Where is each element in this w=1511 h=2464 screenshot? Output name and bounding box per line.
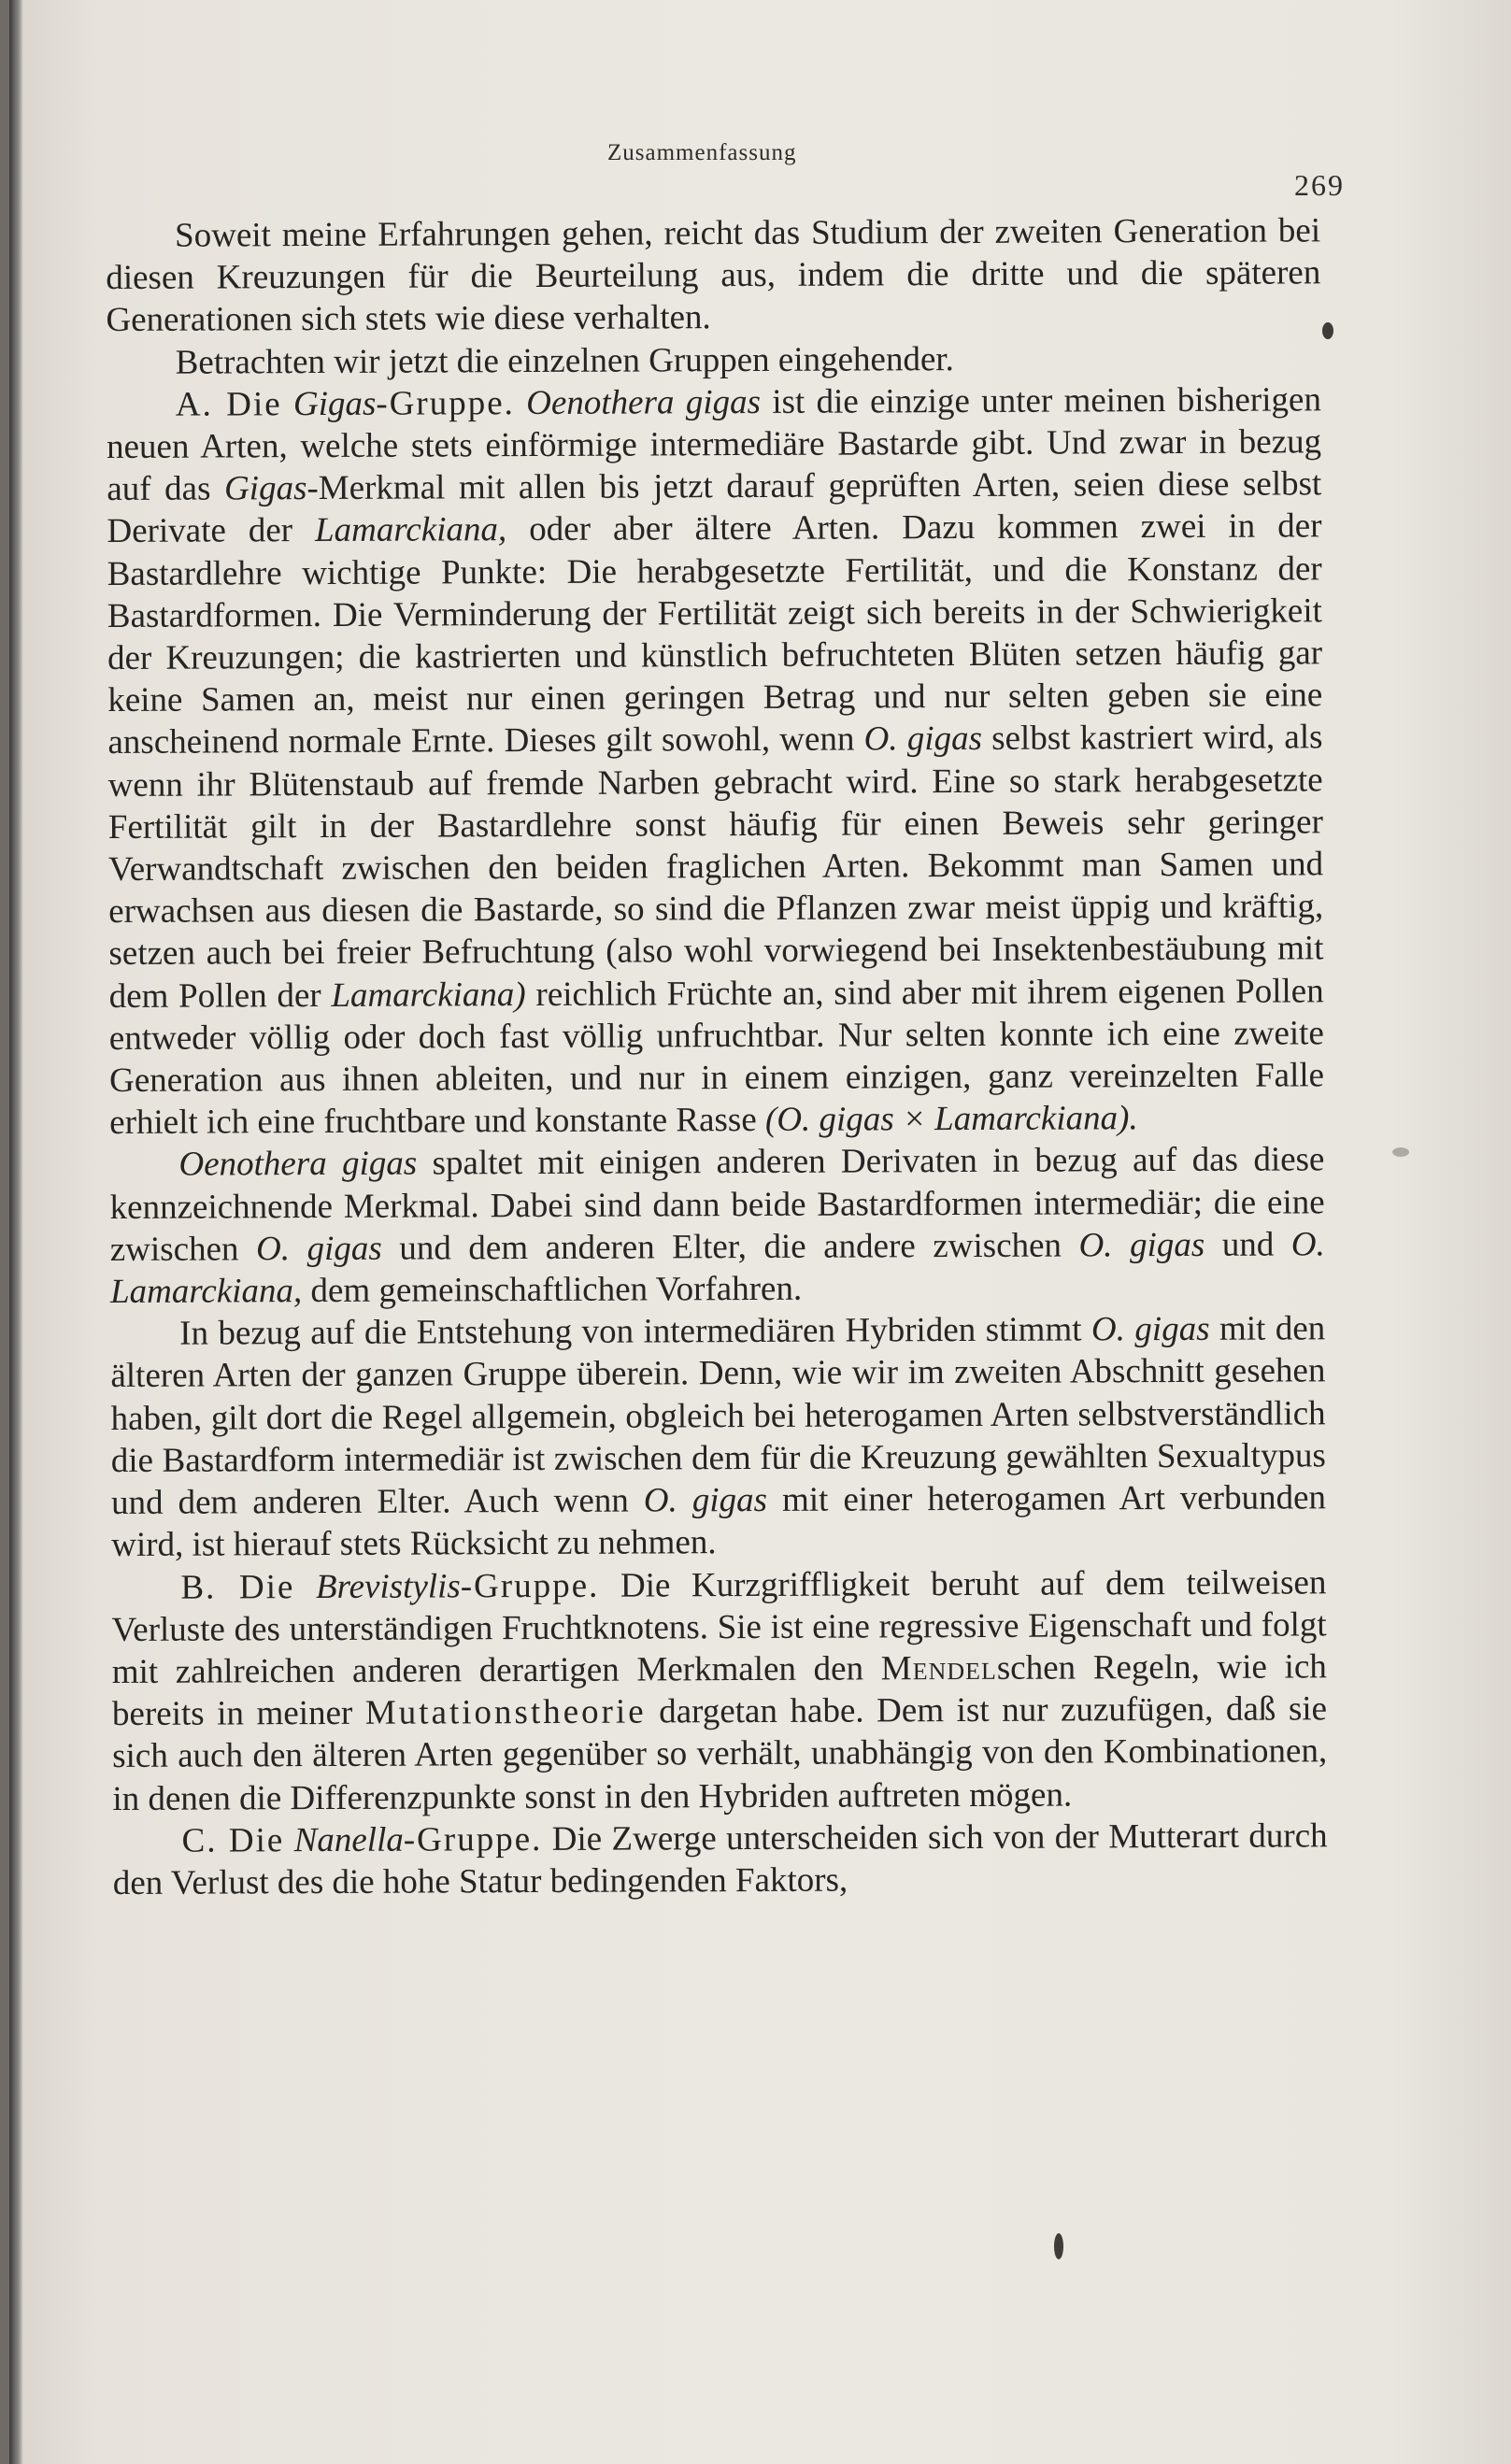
ink-smudge <box>1392 1147 1409 1157</box>
taxon-lamarckiana: Lamarckiana, <box>314 510 507 550</box>
section-c-gruppe: -Gruppe. <box>403 1819 543 1859</box>
section-a-label: A. Die <box>175 384 282 424</box>
taxon-lamarckiana: Lamarckiana) <box>331 975 526 1015</box>
taxon-o-gigas: O. gigas <box>1078 1225 1205 1265</box>
cross-formula: (O. gigas × Lamarckiana). <box>764 1099 1138 1140</box>
section-b-gruppe: -Gruppe. <box>460 1566 600 1605</box>
taxon-o-gigas: O. gigas <box>255 1229 382 1269</box>
paragraph-groups-intro: Betrachten wir jetzt die einzelnen Gruppen eingehender. <box>175 339 954 382</box>
section-a-gigas: A. Die Gigas-Gruppe. Oenothera gigas ist die einzige unter meinen bisherigen neuen Arten, welche stets einförmige intermediäre Bastarde gibt. Und zwar in bezug auf das Gigas-Merkmal mit allen bis jetzt darauf geprüften Arten, seien diese selbst Derivate der Lamarckiana, oder aber ältere Arten. Dazu kommen zwei in der Bastardlehre wichtige Punkte: Die herabgesetzte Fertilität, und die Konstanz der Bastardformen. Die Verminderung der Fertilität zeigt sich bereits in der Schwierigkeit der Kreuzungen; die kastrierten und künstlich befruchteten Blüten setzen häufig gar keine Samen an, meist nur einen geringen Betrag und nur selten geben sie eine anscheinend normale Ernte. Dieses gilt sowohl, wenn O. gigas selbst kastriert wird, als wenn ihr Blütenstaub auf fremde Narben gebracht wird. Eine so stark herabgesetzte Fertilität gilt in der Bastardlehre sonst häufig für einen Beweis sehr geringer Verwandtschaft zwischen den beiden fraglichen Arten. Bekommt man Samen und erwachsen aus diesen die Bastarde, so sind die Pflanzen zwar meist üppig und kräftig, setzen auch bei freier Befruchtung (also wohl vorwiegend bei Insektenbestäubung mit dem Pollen der Lamarckiana) reichlich Früchte an, sind aber mit ihrem eigenen Pollen entweder völlig oder doch fast völlig unfruchtbar. Nur selten konnte ich eine zweite Generation aus ihnen ableiten, und nur in einem einzigen, ganz vereinzelten Falle erhielt ich eine fruchtbare und konstante Rasse (O. gigas × Lamarckiana). <box>106 380 1325 1143</box>
taxon-oenothera-gigas: Oenothera gigas <box>178 1145 418 1185</box>
binding-shadow <box>9 0 22 2464</box>
taxon-oenothera-gigas: Oenothera gigas <box>526 382 762 422</box>
ink-smudge <box>1054 2233 1063 2259</box>
taxon-o-gigas: O. gigas <box>643 1481 768 1520</box>
paragraph-intermediate-hybrids: In bezug auf die Entstehung von intermediären Hybriden stimmt O. gigas mit den älteren Arten der ganzen Gruppe überein. Denn, wie wir im zweiten Abschnitt gesehen haben, gilt dort die Regel allgemein, obgleich bei heterogamen Arten selbstverständlich die Bastardform intermediär ist zwischen dem für die Kreuzung gewählten Sexualtypus und dem anderen Elter. Auch wenn O. gigas mit einer heterogamen Art verbunden wird, ist hierauf stets Rücksicht zu nehmen. <box>110 1309 1327 1565</box>
running-head: Zusammenfassung <box>607 140 797 165</box>
body-text <box>106 209 1330 2336</box>
ink-smudge <box>1322 322 1333 339</box>
section-c-nanella: C. Die Nanella-Gruppe. Die Zwerge unterscheiden sich von der Mutterart durch den Verlust des die hohe Statur bedingenden Faktors, <box>112 1816 1328 1902</box>
taxon-o-gigas: O. gigas <box>1090 1310 1210 1349</box>
section-a-gruppe: -Gruppe. <box>376 383 515 423</box>
book-page <box>9 0 1511 2464</box>
taxon-o-lamarckiana: O. Lamarckiana, <box>109 1225 1325 1312</box>
section-c-label: C. Die <box>181 1820 285 1860</box>
taxon-nanella: Nanella <box>293 1820 404 1859</box>
section-b-brevistylis: B. Die Brevistylis-Gruppe. Die Kurzgriffligkeit beruht auf dem teilweisen Verluste des unterständigen Fruchtknotens. Sie ist eine regressive Eigenschaft und folgt mit zahlreichen anderen derartigen Merkmalen den Mendelschen Regeln, wie ich bereits in meiner Mutationstheorie dargetan habe. Dem ist nur zuzufügen, daß sie sich auch den älteren Arten gegenüber so verhält, unabhängig von den Kombinationen, in denen die Differenzpunkte sonst in den Hybriden auftreten mögen. <box>111 1562 1328 1818</box>
work-title-mutationstheorie: Mutationstheorie <box>364 1692 647 1732</box>
section-b-label: B. Die <box>180 1567 295 1607</box>
author-mendel: Mendel <box>880 1648 997 1688</box>
paragraph-gigas-splitting: Oenothera gigas spaltet mit einigen anderen Derivaten in bezug auf das diese kennzeichnende Merkmal. Dabei sind dann beide Bastardformen intermediär; die eine zwischen O. gigas und dem anderen Elter, die andere zwischen O. gigas und O. Lamarckiana, dem gemeinschaftlichen Vorfahren. <box>109 1140 1325 1312</box>
taxon-brevistylis: Brevistylis <box>315 1566 461 1606</box>
taxon-gigas: Gigas <box>223 469 307 508</box>
taxon-gigas: Gigas <box>292 384 377 423</box>
taxon-o-gigas: O. gigas <box>863 719 983 759</box>
page-number: 269 <box>1294 168 1345 202</box>
paragraph-generations: Soweit meine Erfahrungen gehen, reicht das Studium der zweiten Generation bei diesen Kreuzungen für die Beurteilung aus, indem die dritte und die späteren Generationen sich stets wie diese verhalten. <box>106 211 1321 340</box>
